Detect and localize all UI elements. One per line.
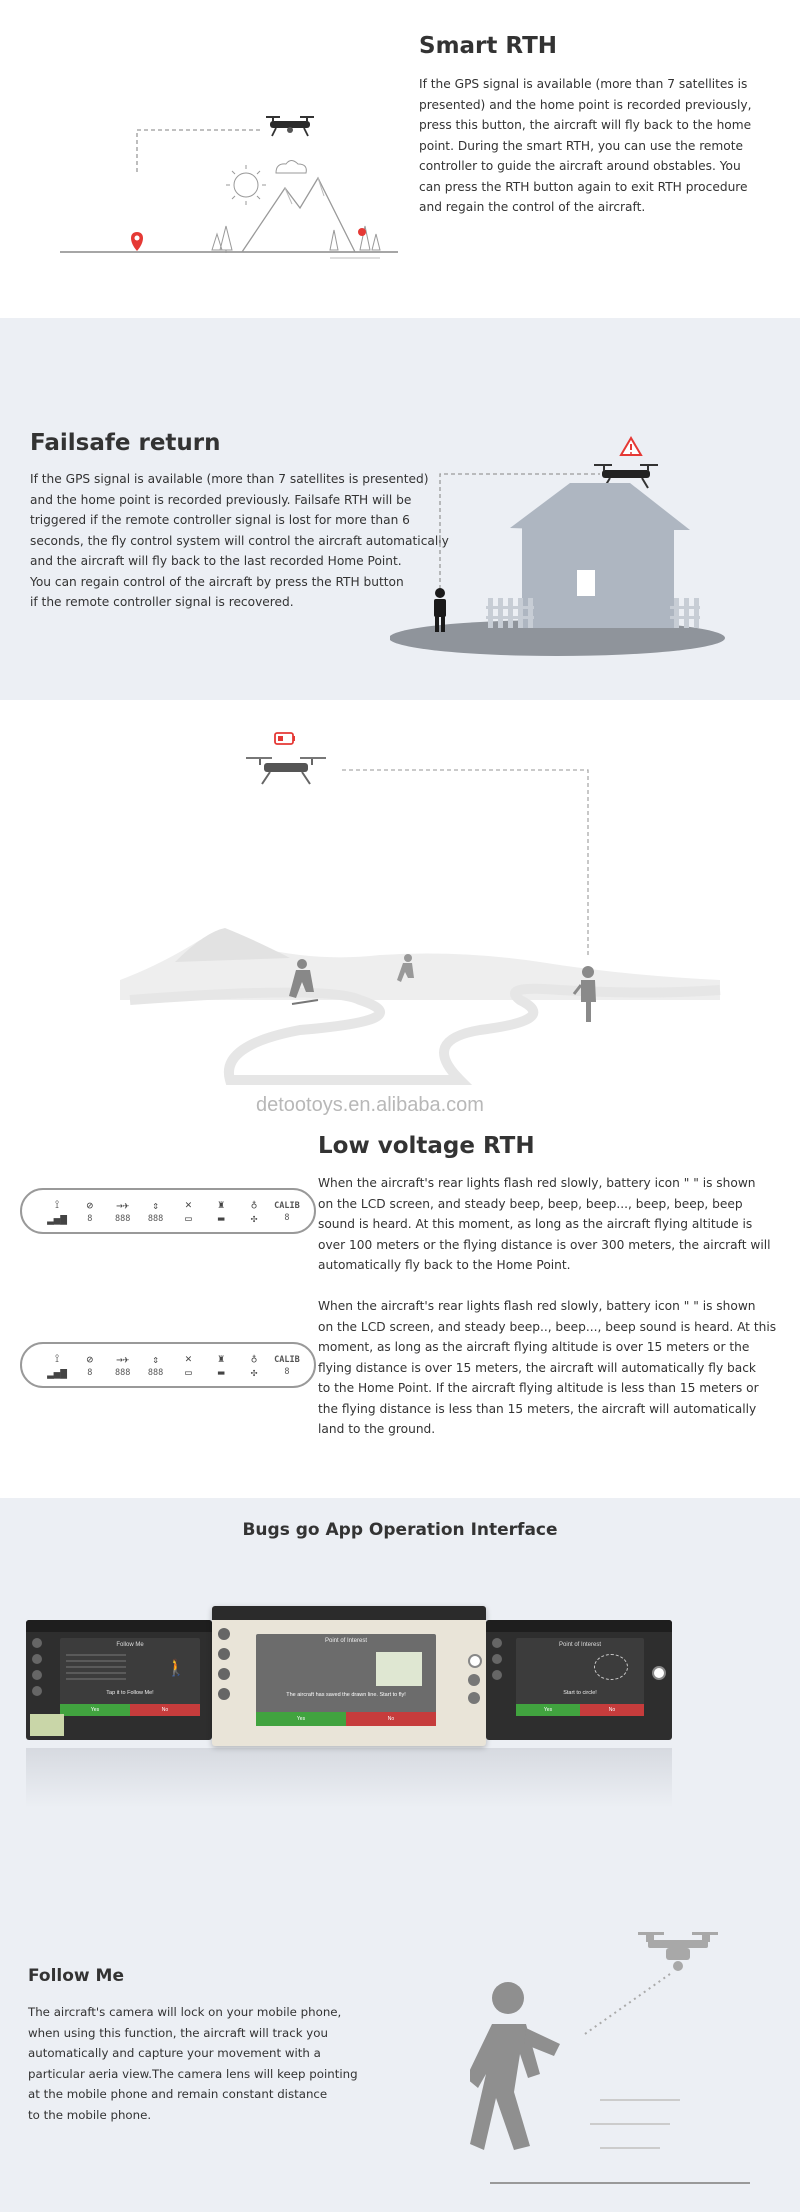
battery-full-icon: ▬ <box>217 1366 225 1379</box>
smart-rth-description: If the GPS signal is available (more than 7 satellites is presented) and the home point is recorded previously, press this button, the aircraft will fly back to the home point. During the smart RTH, you can use the remote controller to guide the aircraft around obstables. You can press the RTH button again to exit RTH procedure and regain the control of the aircraft. <box>419 77 752 214</box>
circle-path-icon <box>594 1654 628 1680</box>
app-screen-circle <box>486 1620 672 1740</box>
walking-person-icon <box>470 1982 560 2150</box>
low-voltage-title: Low voltage RTH <box>318 1133 535 1159</box>
lightbulb-icon: ♁ <box>250 1352 258 1365</box>
dialog-banner: The aircraft has saved the drawn line. Start to fly! <box>286 1692 406 1698</box>
app-interface-section <box>0 1498 800 2212</box>
altitude-icon: ⇕ <box>152 1199 159 1212</box>
low-voltage-section <box>0 700 800 1498</box>
sun-icon <box>226 165 266 205</box>
move-icon: ✣ <box>250 1366 258 1379</box>
remote-icon: ♜ <box>217 1198 225 1211</box>
lightbulb-icon: ♁ <box>250 1198 258 1211</box>
lcd-panel: ⟟ ▂▄▆ ⊘ 8 →✈ 888 ⇕ 888 ✕ ▭ ♜ ▬ ♁ ✣ CALIB 8 <box>20 1188 316 1234</box>
dialog-title: Point of Interest <box>558 1642 602 1648</box>
low-voltage-description-2: When the aircraft's rear lights flash red slowly, battery icon " " is shown on the LCD screen, and steady beep.., beep..., beep sound is heard. At this moment, as long as the aircraft flying altitude is over 15 meters or the flying distance is over 15 meters, the aircraft will automatically fly back to the Home Point. If the aircraft flying altitude is less than 15 meters or the flying distance is less than 15 meters, the aircraft will automatically land to the ground. <box>318 1299 777 1436</box>
battery-full-icon: ▬ <box>217 1212 225 1225</box>
smart-rth-illustration <box>0 0 420 318</box>
mountains-icon <box>242 178 355 252</box>
yes-button[interactable]: Yes <box>256 1712 346 1726</box>
app-title: Bugs go App Operation Interface <box>242 1520 558 1540</box>
yes-button[interactable]: Yes <box>516 1704 580 1716</box>
trees-icon <box>212 226 380 253</box>
failsafe-section <box>0 318 800 700</box>
remote-icon: ♜ <box>217 1352 225 1365</box>
battery-icon: ▭ <box>185 1366 192 1379</box>
app-screen-follow-me <box>26 1620 212 1740</box>
follow-me-illustration <box>470 1878 790 2198</box>
no-button[interactable]: No <box>346 1712 436 1726</box>
dialog-title: Point of Interest <box>324 1638 368 1644</box>
no-button[interactable]: No <box>130 1704 200 1716</box>
failsafe-illustration <box>390 318 750 700</box>
dialog-title: Follow Me <box>116 1642 144 1648</box>
battery-icon: ▭ <box>185 1212 192 1225</box>
lcd-panel: ⟟ ▂▄▆ ⊘ 8 →✈ 888 ⇕ 888 ✕ ▭ ♜ ▬ ♁ ✣ CALIB 8 <box>20 1342 316 1388</box>
altitude-icon: ⇕ <box>152 1353 159 1366</box>
satellite-icon: ⊘ <box>86 1353 94 1366</box>
walking-person-icon: 🚶 <box>166 1660 186 1677</box>
home-pin-icon <box>131 232 143 251</box>
yes-button[interactable]: Yes <box>60 1704 130 1716</box>
failsafe-title: Failsafe return <box>30 430 221 456</box>
follow-me-description: The aircraft's camera will lock on your mobile phone, when using this function, the aircraft will track you automatically and capture your movement with a particular aeria view.The camera lens will keep pointing at the mobile phone and remain constant distance to the mobile phone. <box>28 2005 358 2122</box>
map-thumbnail <box>376 1652 422 1686</box>
satellite-icon: ⊘ <box>86 1199 94 1212</box>
distance-icon: →✈ <box>116 1353 130 1366</box>
watermark: detootoys.en.alibaba.com <box>256 1094 484 1116</box>
drone-icon <box>266 116 314 136</box>
antenna-icon: ⟟ <box>54 1352 60 1365</box>
app-screen-point-of-interest <box>212 1606 486 1746</box>
distance-icon: →✈ <box>116 1199 130 1212</box>
drone-small-icon: ✕ <box>185 1198 192 1211</box>
signal-bars-icon: ▂▄▆ <box>47 1366 67 1379</box>
dialog-banner: Start to circle! <box>563 1690 597 1696</box>
follow-me-start-button[interactable]: Tap it to Follow Me! <box>106 1690 154 1696</box>
move-icon: ✣ <box>250 1212 258 1225</box>
no-button[interactable]: No <box>580 1704 644 1716</box>
follow-me-title: Follow Me <box>28 1966 125 1986</box>
low-voltage-illustration <box>0 700 800 1100</box>
house-icon <box>510 483 690 628</box>
drone-small-icon: ✕ <box>185 1352 192 1365</box>
smart-rth-section <box>0 0 800 318</box>
drone-icon <box>638 1932 718 1971</box>
low-voltage-description-1: When the aircraft's rear lights flash red slowly, battery icon " " is shown on the LCD screen, and steady beep, beep, beep..., beep, beep, beep sound is heard. At this moment, as long as the aircraft flying altitude is over 100 meters or the flying distance is over 300 meters, the aircraft will automatically fly back to the Home Point. <box>318 1176 771 1272</box>
drone-icon <box>246 757 326 784</box>
failsafe-description: If the GPS signal is available (more than 7 satellites is presented) and the home point is recorded previously. Failsafe RTH will be triggered if the remote controller signal is lost for more than 6 seconds, the fly control system will control the aircraft automatically and the aircraft will fly back to the last recorded Home Point. You can regain control of the aircraft by press the RTH button if the remote controller signal is recovered. <box>30 472 449 609</box>
cloud-icon <box>276 161 306 174</box>
signal-bars-icon: ▂▄▆ <box>47 1212 67 1225</box>
smart-rth-title: Smart RTH <box>419 33 558 59</box>
warning-icon <box>621 438 641 455</box>
low-battery-icon <box>275 733 295 744</box>
antenna-icon: ⟟ <box>54 1198 60 1211</box>
